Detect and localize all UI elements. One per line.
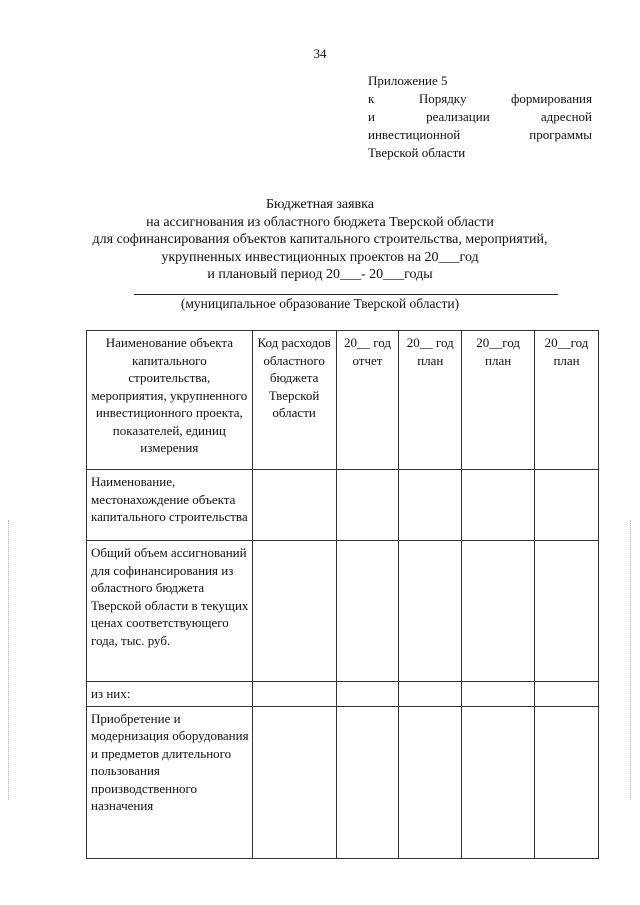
row-label: Общий объем ассигнований для софинансирования из областного бюджета Тверской области в текущих ценах соответствующего года, тыс. руб.	[87, 541, 253, 682]
table-cell	[535, 682, 599, 707]
document-title	[0, 196, 640, 284]
appendix-line: Приложение 5	[368, 73, 448, 88]
table-cell	[336, 470, 399, 541]
table-cell	[462, 682, 535, 707]
table-cell	[336, 682, 399, 707]
municipality-caption: (муниципальное образование Тверской области)	[180, 296, 460, 311]
appendix-block	[368, 72, 592, 162]
table-cell	[462, 470, 535, 541]
table-cell	[535, 706, 599, 858]
title-line: на ассигнования из областного бюджета Тверской области	[146, 214, 494, 230]
budget-table	[86, 330, 599, 859]
table-cell	[336, 541, 399, 682]
header-cell-plan-year: 20__ год план	[399, 331, 462, 470]
appendix-word: к	[368, 91, 375, 106]
title-line: Бюджетная заявка	[266, 197, 374, 212]
appendix-line	[368, 108, 592, 126]
table-row	[87, 541, 599, 682]
appendix-line	[368, 90, 592, 108]
row-label: из них:	[87, 682, 253, 707]
table-cell	[336, 706, 399, 858]
header-cell-code: Код расходов областного бюджета Тверской области	[252, 331, 336, 470]
title-line: для софинансирования объектов капитального строительства, мероприятий,	[92, 232, 548, 247]
appendix-line	[368, 126, 592, 144]
table-cell	[535, 470, 599, 541]
table-cell	[252, 470, 336, 541]
title-line: укрупненных инвестиционных проектов на 20___год	[161, 249, 479, 265]
title-line: и плановый период 20___- 20___годы	[207, 267, 433, 282]
table-cell	[399, 706, 462, 858]
table-row	[87, 470, 599, 541]
appendix-word: и	[368, 109, 375, 124]
header-cell-plan-year: 20__год план	[535, 331, 599, 470]
appendix-word: инвестиционной	[368, 127, 461, 142]
appendix-word: адресной	[540, 109, 592, 124]
appendix-word: формирования	[510, 91, 592, 106]
scan-margin-mark	[630, 520, 631, 800]
scan-margin-mark	[8, 520, 9, 800]
table-cell	[252, 541, 336, 682]
header-cell-plan-year: 20__год план	[462, 331, 535, 470]
appendix-line: Тверской области	[368, 145, 466, 160]
page-number: 34	[313, 46, 327, 61]
table-header-row	[87, 331, 599, 470]
table-row	[87, 706, 599, 858]
table-cell	[462, 706, 535, 858]
table-row	[87, 682, 599, 707]
row-label: Наименование, местонахождение объекта капитального строительства	[87, 470, 253, 541]
row-label: Приобретение и модернизация оборудования и предметов длительного пользования производственного назначения	[87, 706, 253, 858]
table-cell	[462, 541, 535, 682]
appendix-word: программы	[529, 127, 592, 142]
table-cell	[535, 541, 599, 682]
header-cell-report-year: 20__ год отчет	[336, 331, 399, 470]
appendix-word: реализации	[426, 109, 490, 124]
header-cell-object: Наименование объекта капитального строительства, мероприятия, укрупненного инвестиционного проекта, показателей, единиц измерения	[87, 331, 253, 470]
appendix-word: Порядку	[418, 91, 467, 106]
municipality-blank-line	[134, 294, 558, 295]
table-cell	[252, 682, 336, 707]
table-cell	[399, 541, 462, 682]
table-cell	[399, 682, 462, 707]
table-cell	[252, 706, 336, 858]
table-cell	[399, 470, 462, 541]
